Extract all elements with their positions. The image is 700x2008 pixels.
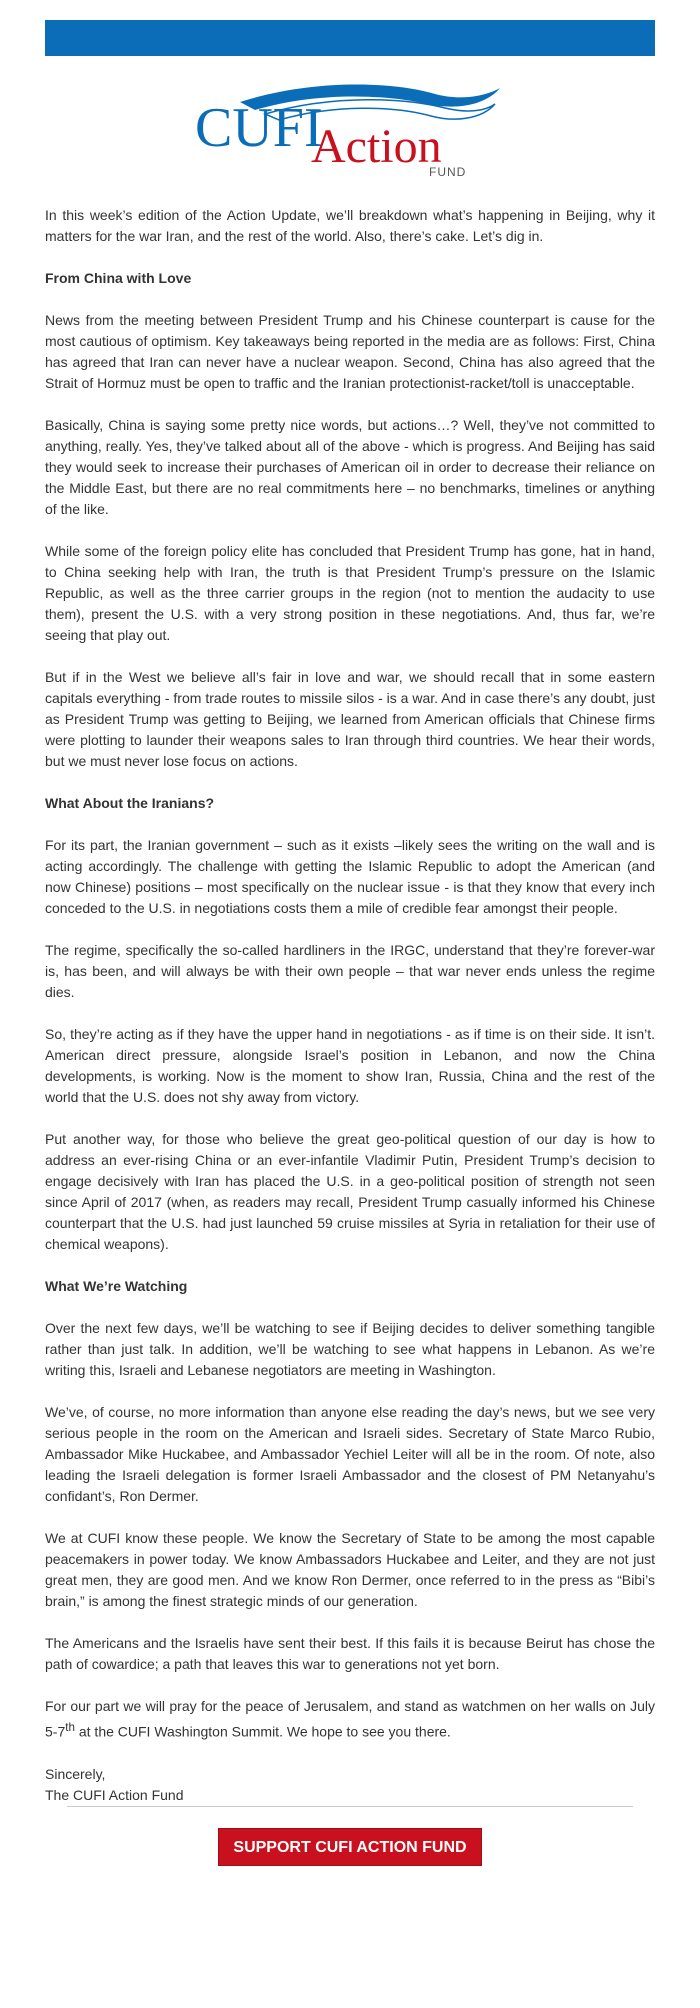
cufi-action-fund-logo [195,80,505,176]
logo-fund-text: FUND [429,165,467,176]
paragraph: While some of the foreign policy elite has concluded that President Trump has gone, hat in hand, to China seeking help with Iran, the truth is that President Trump’s pressure on the Islamic Republic, as well as the three carrier groups in the region (not to mention the audacity to use them), present the U.S. with a very strong position in these negotiations. And, thus far, we’re seeing that play out. [45,543,655,643]
paragraph: The regime, specifically the so-called hardliners in the IRGC, understand that they’re forever-war is, has been, and will always be with their own people – that war never ends unless the regime dies. [45,942,655,1000]
paragraph: But if in the West we believe all’s fair in love and war, we should recall that in some eastern capitals everything - from trade routes to missile silos - is a war. And in case there’s any doubt, just as President Trump was getting to Beijing, we learned from American officials that Chinese firms were plotting to launder their weapons sales to Iran through third countries. We hear their words, but we must never lose focus on actions. [45,669,655,769]
ordinal-suffix: th [65,1721,75,1734]
paragraph: We at CUFI know these people. We know the Secretary of State to be among the most capable peacemakers in power today. We know Ambassadors Huckabee and Leiter, and they are not just great men, they are good men. And we know Ron Dermer, once referred to in the press as “Bibi’s brain,” is among the finest strategic minds of our generation. [45,1530,655,1609]
signoff-name: The CUFI Action Fund [45,1786,184,1803]
divider [67,1806,633,1807]
logo-cufi-text: CUFI [195,97,323,159]
paragraph: Basically, China is saying some pretty nice words, but actions…? Well, they’ve not committed to anything, really. Yes, they’ve talked about all of the above - which is progress. And Beijing has said they would seek to increase their purchases of American oil in order to decrease their reliance on the Middle East, but there are no real commitments here – no benchmarks, timelines or anything of the like. [45,417,655,517]
section-heading: What About the Iranians? [45,795,215,811]
paragraph: Put another way, for those who believe the great geo-political question of our day is how to address an ever-rising China or an ever-infantile Vladimir Putin, President Trump’s decision to engage decisively with Iran has placed the U.S. in a geo-political position of strength not seen since April of 2017 (when, as readers may recall, President Trump casually informed his Chinese counterpart that the U.S. had just launched 59 cruise missiles at Syria in retaliation for their use of chemical weapons). [45,1131,655,1252]
support-cufi-action-fund-button[interactable]: SUPPORT CUFI ACTION FUND [218,1828,482,1866]
section-heading: From China with Love [45,270,192,286]
signoff-salutation: Sincerely, [45,1765,106,1782]
paragraph: News from the meeting between President Trump and his Chinese counterpart is cause for the most cautious of optimism. Key takeaways being reported in the media are as follows: First, China has agreed that Iran can never have a nuclear weapon. Second, China has also agreed that the Strait of Hormuz must be open to traffic and the Iranian protectionist-racket/toll is unacceptable. [45,312,655,391]
paragraph: For its part, the Iranian government – such as it exists –likely sees the writing on the wall and is acting accordingly. The challenge with getting the Islamic Republic to adopt the American (and now Chinese) positions – most specifically on the nuclear issue - is that they know that every inch conceded to the U.S. in negotiations costs them a mile of credible fear amongst their people. [45,837,655,916]
paragraph: The Americans and the Israelis have sent their best. If this fails it is because Beirut has chose the path of cowardice; a path that leaves this war to generations not yet born. [45,1635,655,1672]
paragraph: Over the next few days, we’ll be watching to see if Beijing decides to deliver something tangible rather than just talk. In addition, we’ll be watching to see what happens in Lebanon. As we’re writing this, Israeli and Lebanese negotiators are meeting in Washington. [45,1320,655,1378]
header-bar [45,20,655,56]
summit-text: For our part we will pray for the peace of Jerusalem, and stand as watchmen on her walls on July 5-7 [45,1698,655,1740]
summit-paragraph [45,1696,655,1743]
newsletter-body [45,205,655,1806]
paragraph: So, they’re acting as if they have the upper hand in negotiations - as if time is on their side. It isn’t. American direct pressure, alongside Israel’s position in Lebanon, and now the China developments, is working. Now is the moment to show Iran, Russia, China and the rest of the world that the U.S. does not shy away from victory. [45,1026,655,1105]
logo-action-text: Action [311,120,442,173]
section-heading: What We’re Watching [45,1278,188,1294]
intro-paragraph: In this week’s edition of the Action Update, we’ll breakdown what’s happening in Beijing, why it matters for the war Iran, and the rest of the world. Also, there’s cake. Let’s dig in. [45,207,655,244]
paragraph: We’ve, of course, no more information than anyone else reading the day’s news, but we see very serious people in the room on the American and Israeli sides. Secretary of State Marco Rubio, Ambassador Mike Huckabee, and Ambassador Yechiel Leiter will all be in the room. Of note, also leading the Israeli delegation is former Israeli Ambassador and the closest of PM Netanyahu’s confidant’s, Ron Dermer. [45,1404,655,1504]
summit-text-end: at the CUFI Washington Summit. We hope to see you there. [74,1723,451,1740]
